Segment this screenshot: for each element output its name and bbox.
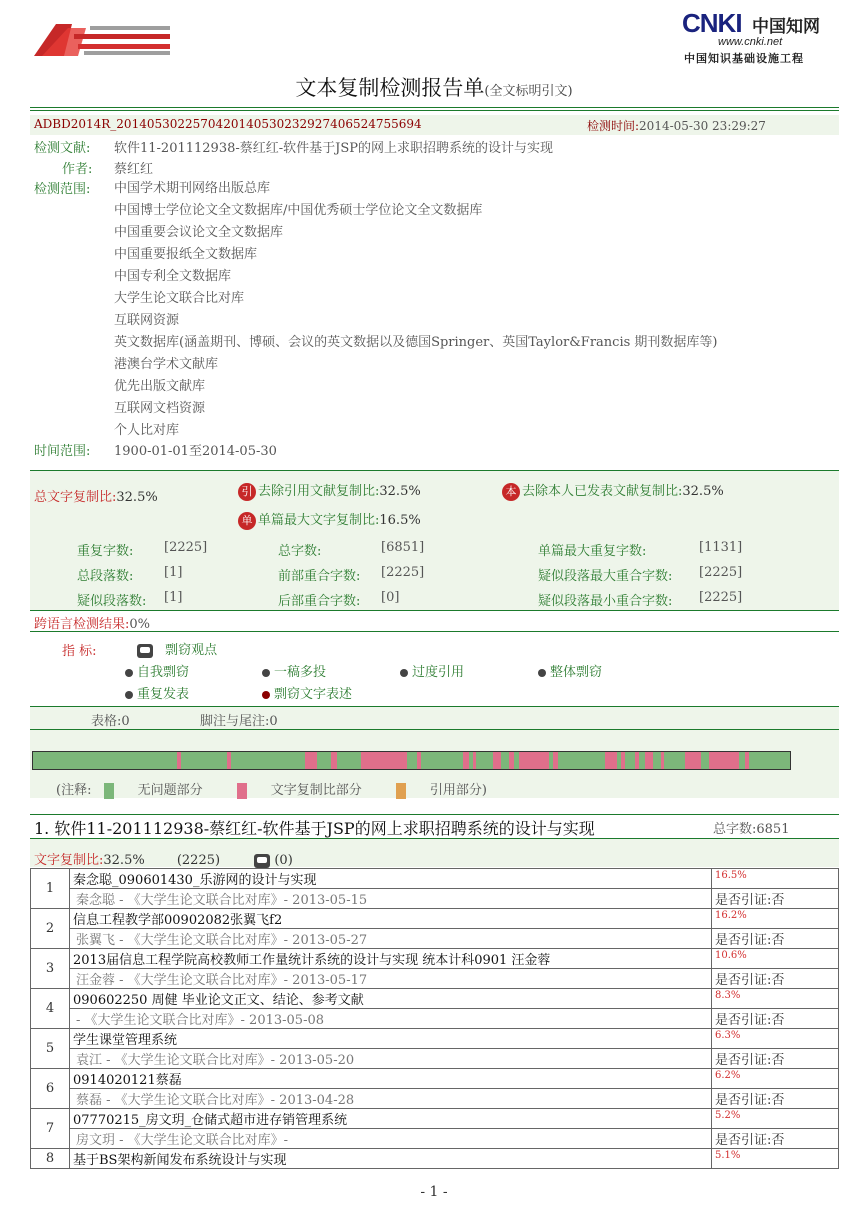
single-max-ratio [238,509,421,530]
excl-self-value: 32.5% [682,484,724,499]
cnki-url: www.cnki.net [718,36,783,48]
section-ratio-value: 32.5% [103,853,145,868]
tables-value: 0 [121,714,130,729]
table-row[interactable] [31,1109,839,1129]
scope-item: 英文数据库(涵盖期刊、博硕、会议的英文数据以及德国Springer、英国Taylor&Francis 期刊数据库等) [114,335,718,350]
table-row [31,929,839,949]
table-row[interactable] [31,1069,839,1089]
stat-value: [1131] [699,540,743,555]
indicator-item-label: 自我剽窃 [137,665,190,680]
table-row [31,969,839,989]
scope-label: 检测范围: [34,182,91,197]
indicator-item [400,661,464,680]
section-ratio-label: 文字复制比: [34,853,104,868]
copy-segment [473,752,476,769]
scope-item: 中国重要报纸全文数据库 [114,247,258,262]
divider [30,610,839,611]
divider [30,107,839,108]
check-time [587,117,766,134]
result-title[interactable]: 0914020121蔡磊 [70,1069,712,1089]
cnki-cn-name: 中国知网 [752,17,820,37]
indicator-item-label: 剽窃文字表述 [274,687,353,702]
indicator-item [538,661,602,680]
stat-label: 重复字数: [77,544,134,559]
stat-value: [6851] [381,540,425,555]
total-ratio-value: 32.5% [116,490,158,505]
table-row[interactable] [31,989,839,1009]
excl-self-ratio [502,480,724,501]
table-row[interactable] [31,1149,839,1169]
table-row [31,1009,839,1029]
result-percent: 6.2% [712,1069,839,1089]
indicator-item [125,661,189,680]
result-number: 7 [31,1109,70,1149]
copy-segment [709,752,739,769]
indicator-item-label: 重复发表 [137,687,190,702]
excl-self-label: 去除本人已发表文献复制比: [522,484,683,499]
result-title[interactable]: 学生课堂管理系统 [70,1029,712,1049]
table-row [31,1089,839,1109]
excl-cite-ratio [238,480,421,501]
stat-value: [0] [381,590,400,605]
result-number: 5 [31,1029,70,1069]
result-number: 1 [31,869,70,909]
copy-segment [645,752,653,769]
table-row[interactable] [31,949,839,969]
result-source: - 《大学生论文联合比对库》- 2013-05-08 [70,1009,712,1029]
copy-segment [227,752,231,769]
stat-label: 前部重合字数: [278,569,361,584]
cnki-subtitle: 中国知识基础设施工程 [684,52,804,65]
result-percent: 6.3% [712,1029,839,1049]
result-percent: 8.3% [712,989,839,1009]
stat-label: 疑似段落最大重合字数: [538,569,673,584]
total-ratio-label: 总文字复制比: [34,490,117,505]
result-title[interactable]: 090602250 周健 毕业论文正文、结论、参考文献 [70,989,712,1009]
cnki-logo [682,8,834,64]
copy-segment [685,752,701,769]
copy-segment [621,752,625,769]
result-number: 2 [31,909,70,949]
result-percent: 16.2% [712,909,839,929]
stat-value: [2225] [699,590,743,605]
stat-label: 疑似段落数: [77,594,147,609]
excl-cite-label: 去除引用文献复制比: [258,484,380,499]
section-count: (2225) [176,853,221,868]
legend-ok-swatch [104,783,114,799]
result-cite: 是否引证:否 [712,1089,839,1109]
doc-label: 检测文献: [34,141,91,156]
stat-value: [1] [164,565,183,580]
scope-item: 互联网文档资源 [114,401,206,416]
results-table [30,868,839,1169]
indicator-item [262,683,352,702]
section-title [34,816,595,839]
legend-cite-label: 引用部分) [429,783,487,798]
result-cite: 是否引证:否 [712,1049,839,1069]
stat-value: [2225] [699,565,743,580]
table-row[interactable] [31,869,839,889]
scope-list [114,178,717,442]
result-percent: 16.5% [712,869,839,889]
comment-icon [254,854,270,868]
scope-item: 大学生论文联合比对库 [114,291,245,306]
result-title[interactable]: 基于BS架构新闻发布系统设计与实现 [70,1149,712,1169]
distribution-bar [32,751,791,770]
section-title-text[interactable]: 软件11-201112938-蔡红红-软件基于JSP的网上求职招聘系统的设计与实现 [54,819,595,838]
table-row[interactable] [31,909,839,929]
table-row[interactable] [31,1029,839,1049]
scope-item: 中国博士学位论文全文数据库/中国优秀硕士学位论文全文数据库 [114,203,483,218]
result-cite: 是否引证:否 [712,969,839,989]
scope-item: 个人比对库 [114,423,180,438]
section-number: 1. [34,819,50,838]
legend-open: (注释: [56,783,92,798]
copy-segment [509,752,514,769]
scope-item: 中国学术期刊网络出版总库 [114,181,271,196]
self-badge-icon: 本 [502,483,520,501]
copy-segment [605,752,617,769]
total-ratio [34,486,158,505]
copy-segment [331,752,337,769]
cite-badge-icon: 引 [238,483,256,501]
indicator-item-label: 过度引用 [412,665,465,680]
copy-segment [661,752,664,769]
result-source: 蔡磊 - 《大学生论文联合比对库》- 2013-04-28 [70,1089,712,1109]
stat-label: 后部重合字数: [278,594,361,609]
footnotes-label: 脚注与尾注: [200,714,270,729]
bullet-icon [262,691,270,699]
report-id: ADBD2014R_2014053022570420140530232927406524755694 [34,117,422,131]
footnotes-value: 0 [269,714,278,729]
copy-segment [493,752,501,769]
result-number: 4 [31,989,70,1029]
result-title[interactable]: 2013届信息工程学院高校教师工作量统计系统的设计与实现 统本计科0901 汪金蓉 [70,949,712,969]
result-title[interactable]: 信息工程教学部00902082张翼飞f2 [70,909,712,929]
stat-value: [2225] [381,565,425,580]
report-title [0,72,868,102]
tables-label: 表格: [91,714,122,729]
scope-item: 港澳台学术文献库 [114,357,219,372]
result-source: 袁江 - 《大学生论文联合比对库》- 2013-05-20 [70,1049,712,1069]
result-source: 汪金蓉 - 《大学生论文联合比对库》- 2013-05-17 [70,969,712,989]
copy-segment [361,752,407,769]
copy-segment [519,752,549,769]
copy-segment [635,752,639,769]
report-title-note: (全文标明引文) [484,84,573,99]
stat-label: 总字数: [278,544,322,559]
indicator-item-label: 一稿多投 [274,665,327,680]
plagiarism-view [137,639,217,658]
author-name: 蔡红红 [114,162,154,177]
bullet-icon [262,669,270,677]
bullet-icon [400,669,408,677]
section-total [713,818,789,837]
divider [30,631,839,632]
footnotes-count [200,710,278,729]
section-comments: (0) [274,853,293,868]
section-ratio [34,849,293,868]
table-row [31,1049,839,1069]
single-max-value: 16.5% [379,513,421,528]
check-time-value: 2014-05-30 23:29:27 [639,119,766,133]
indicator-item [262,661,326,680]
scope-item: 优先出版文献库 [114,379,206,394]
divider [30,110,839,111]
result-cite: 是否引证:否 [712,1009,839,1029]
page-number: - 1 - [420,1184,448,1200]
result-cite: 是否引证:否 [712,1129,839,1149]
stat-label: 单篇最大重复字数: [538,544,647,559]
indicator-item [125,683,189,702]
section-total-label: 总字数: [713,822,757,837]
comment-icon [137,644,153,658]
result-percent: 5.2% [712,1109,839,1129]
result-percent: 5.1% [712,1149,839,1169]
plagiarism-view-label: 剽窃观点 [165,643,218,658]
result-number: 6 [31,1069,70,1109]
scope-item: 中国重要会议论文全文数据库 [114,225,284,240]
single-badge-icon: 单 [238,512,256,530]
legend-cite-swatch [396,783,406,799]
check-time-label: 检测时间: [587,119,640,133]
doc-title: 软件11-201112938-蔡红红-软件基于JSP的网上求职招聘系统的设计与实现 [114,141,554,156]
stat-value: [1] [164,590,183,605]
copy-segment [417,752,421,769]
divider [30,814,839,815]
result-number: 3 [31,949,70,989]
tables-band [30,707,839,729]
indicator-item-label: 整体剽窃 [550,665,603,680]
cross-lang-label: 跨语言检测结果: [34,617,130,632]
stat-label: 总段落数: [77,569,134,584]
table-row [31,889,839,909]
scope-item: 中国专利全文数据库 [114,269,232,284]
copy-segment [177,752,181,769]
legend [56,779,487,799]
cross-lang-value: 0% [129,617,151,632]
result-source: 房文玥 - 《大学生论文联合比对库》- [70,1129,712,1149]
result-source: 秦念聪 - 《大学生论文联合比对库》- 2013-05-15 [70,889,712,909]
single-max-label: 单篇最大文字复制比: [258,513,380,528]
result-source: 张翼飞 - 《大学生论文联合比对库》- 2013-05-27 [70,929,712,949]
result-cite: 是否引证:否 [712,889,839,909]
indicator-label: 指 标: [62,644,97,659]
result-percent: 10.6% [712,949,839,969]
amlc-logo [34,22,174,58]
scope-item: 互联网资源 [114,313,180,328]
excl-cite-value: 32.5% [379,484,421,499]
table-row [31,1129,839,1149]
legend-copy-swatch [237,783,247,799]
author-label: 作者: [62,162,93,177]
legend-copy-label: 文字复制比部分 [270,783,362,798]
copy-segment [745,752,749,769]
stat-value: [2225] [164,540,208,555]
bullet-icon [125,691,133,699]
result-cite: 是否引证:否 [712,929,839,949]
copy-segment [463,752,469,769]
result-title[interactable]: 秦念聪_090601430_乐游网的设计与实现 [70,869,712,889]
time-range-value: 1900-01-01至2014-05-30 [114,444,277,459]
section-total-value: 6851 [756,822,790,837]
copy-segment [305,752,317,769]
tables-count [91,710,130,729]
bullet-icon [125,669,133,677]
stat-label: 疑似段落最小重合字数: [538,594,673,609]
cnki-logo-text: CNKI [682,8,742,38]
report-title-text: 文本复制检测报告单 [295,76,485,100]
cross-lang-result [34,613,150,632]
time-range-label: 时间范围: [34,444,91,459]
legend-ok-label: 无问题部分 [137,783,203,798]
copy-segment [553,752,558,769]
result-title[interactable]: 07770215_房文玥_仓储式超市进存销管理系统 [70,1109,712,1129]
result-number: 8 [31,1149,70,1169]
bullet-icon [538,669,546,677]
